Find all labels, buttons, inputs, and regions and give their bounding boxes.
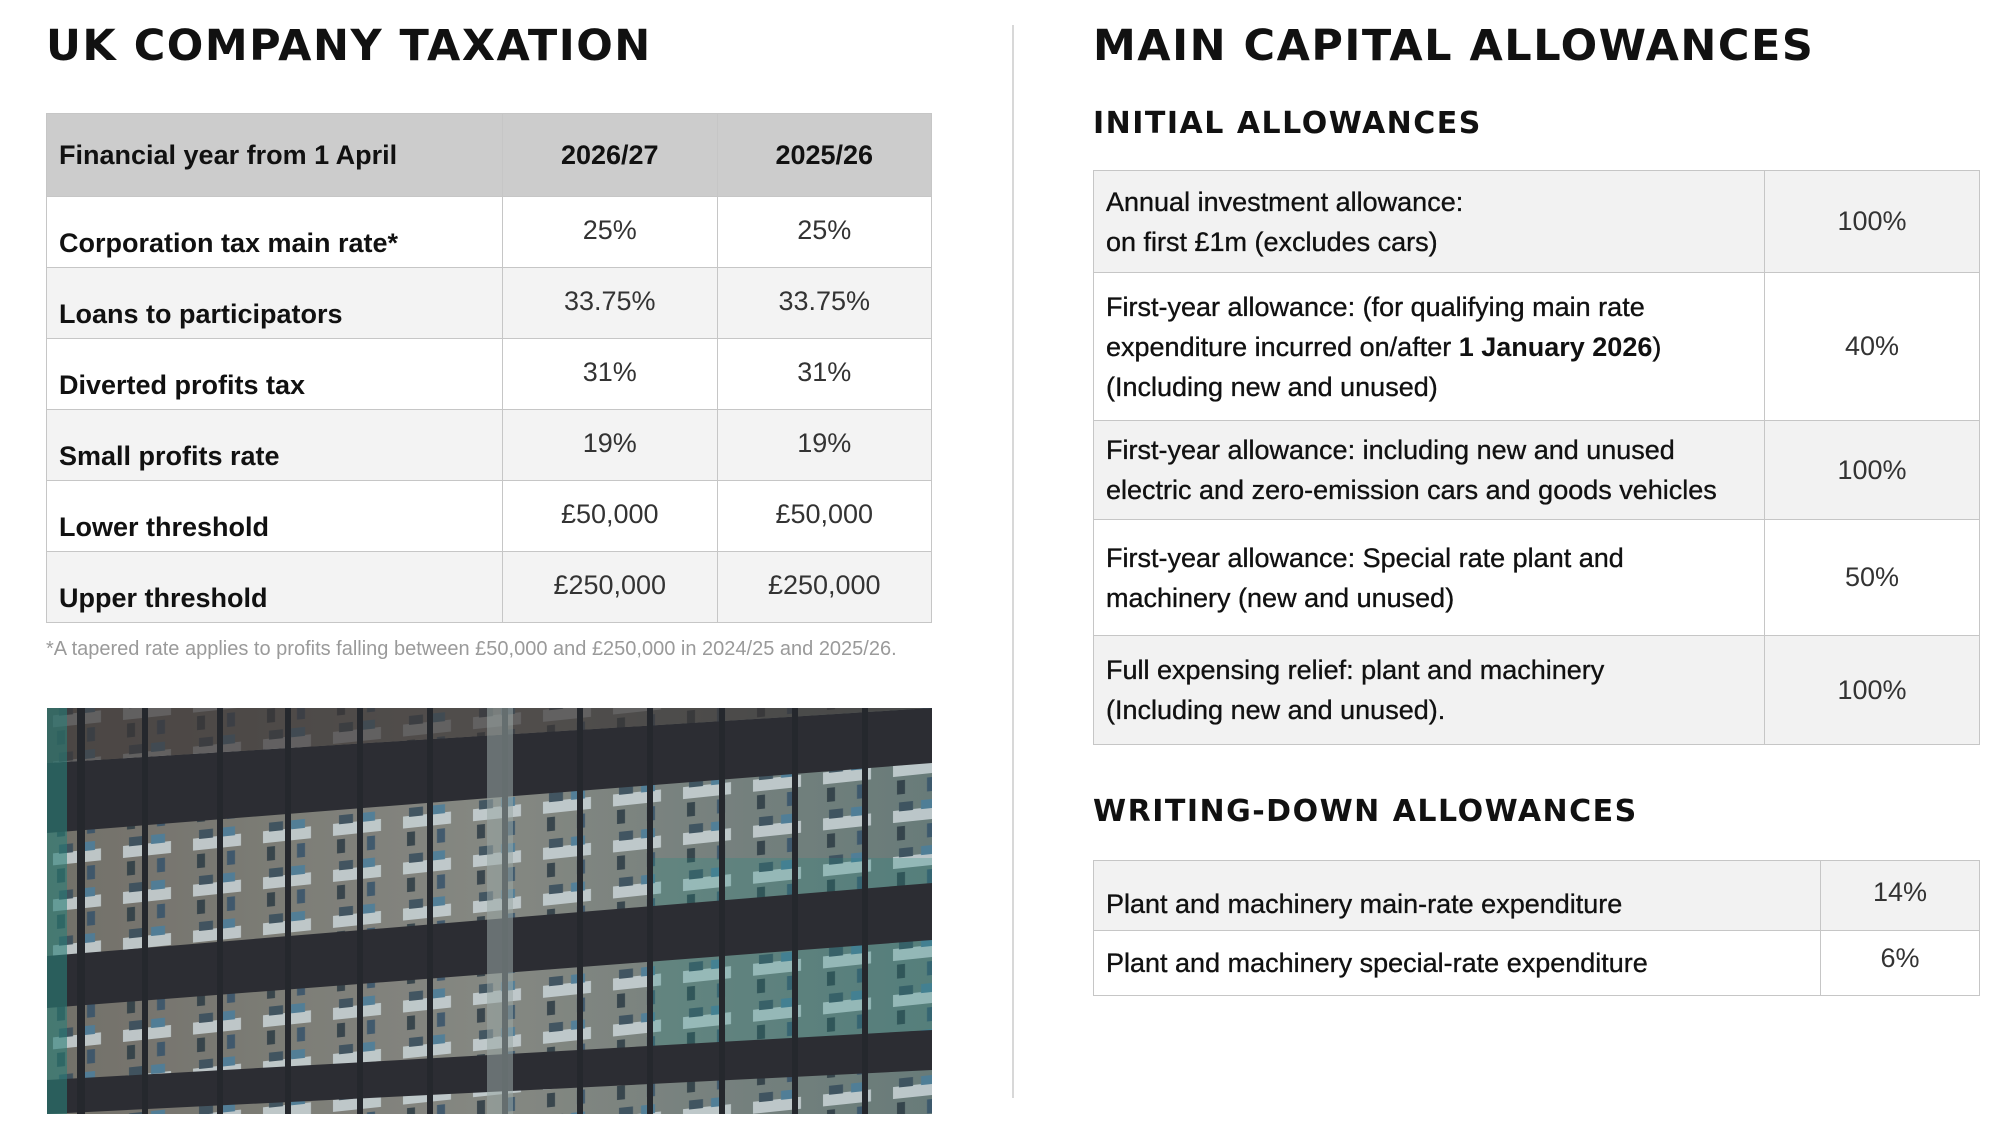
row-value: 50% — [1765, 520, 1980, 636]
table-row — [47, 481, 932, 552]
table-row — [1094, 273, 1980, 421]
row-value: £50,000 — [717, 481, 932, 552]
writing-down-allowances-heading: WRITING-DOWN ALLOWANCES — [1093, 794, 1638, 830]
row-label: Plant and machinery special-rate expenditure — [1094, 931, 1821, 996]
table-row — [1094, 636, 1980, 745]
office-building-photo — [47, 708, 932, 1114]
header-2025-26: 2025/26 — [717, 114, 932, 197]
table-row — [47, 339, 932, 410]
table-header-row — [47, 114, 932, 197]
header-2026-27: 2026/27 — [503, 114, 718, 197]
row-value: 100% — [1765, 421, 1980, 520]
table-row — [1094, 520, 1980, 636]
writing-down-allowances-table — [1093, 860, 1980, 996]
row-label: First-year allowance: Special rate plant and machinery (new and unused) — [1094, 520, 1765, 636]
row-label: Small profits rate — [47, 410, 503, 481]
row-value: 6% — [1821, 931, 1980, 996]
row-value: 19% — [717, 410, 932, 481]
table-row — [47, 410, 932, 481]
row-value: 31% — [503, 339, 718, 410]
row-value: 33.75% — [717, 268, 932, 339]
right-column — [1093, 21, 1980, 996]
row-label: Corporation tax main rate* — [47, 197, 503, 268]
row-value: 40% — [1765, 273, 1980, 421]
table-row — [1094, 171, 1980, 273]
row-label-post: ) (Including new and unused) — [1106, 331, 1662, 402]
row-value: 100% — [1765, 636, 1980, 745]
table-row — [1094, 931, 1980, 996]
row-value: £50,000 — [503, 481, 718, 552]
row-label: Diverted profits tax — [47, 339, 503, 410]
table-row — [47, 552, 932, 623]
row-label: Plant and machinery main-rate expenditure — [1094, 861, 1821, 931]
table-row — [1094, 861, 1980, 931]
row-value: 25% — [503, 197, 718, 268]
row-value: 19% — [503, 410, 718, 481]
row-value: 100% — [1765, 171, 1980, 273]
row-label — [1094, 171, 1765, 273]
row-value: 25% — [717, 197, 932, 268]
row-label — [1094, 273, 1765, 421]
row-label: Lower threshold — [47, 481, 503, 552]
table-row — [47, 268, 932, 339]
row-value: £250,000 — [717, 552, 932, 623]
footnote: *A tapered rate applies to profits falling between £50,000 and £250,000 in 2024/25 and 2025/26. — [46, 638, 897, 661]
page-title-uk-company-taxation: UK COMPANY TAXATION — [46, 21, 652, 71]
left-column — [46, 21, 932, 1114]
header-financial-year: Financial year from 1 April — [47, 114, 503, 197]
row-label-line2: on first £1m (excludes cars) — [1106, 226, 1438, 257]
initial-allowances-heading: INITIAL ALLOWANCES — [1093, 106, 1482, 142]
row-label: Full expensing relief: plant and machinery (Including new and unused). — [1094, 636, 1765, 745]
row-label: Upper threshold — [47, 552, 503, 623]
table-row — [47, 197, 932, 268]
row-label: Loans to participators — [47, 268, 503, 339]
row-value: 31% — [717, 339, 932, 410]
initial-allowances-table — [1093, 170, 1980, 745]
page-title-main-capital-allowances: MAIN CAPITAL ALLOWANCES — [1093, 21, 1815, 71]
row-value: £250,000 — [503, 552, 718, 623]
row-label-date: 1 January 2026 — [1458, 331, 1653, 362]
corporation-tax-table — [46, 113, 932, 623]
row-value: 33.75% — [503, 268, 718, 339]
row-label-line1: Annual investment allowance: — [1106, 186, 1464, 217]
row-label-pre: First-year allowance: (for qualifying main rate expenditure incurred on/after — [1106, 291, 1645, 362]
row-label: First-year allowance: including new and unused electric and zero-emission cars and goods vehicles — [1094, 421, 1765, 520]
row-value: 14% — [1821, 861, 1980, 931]
table-row — [1094, 421, 1980, 520]
column-divider — [1012, 25, 1014, 1098]
